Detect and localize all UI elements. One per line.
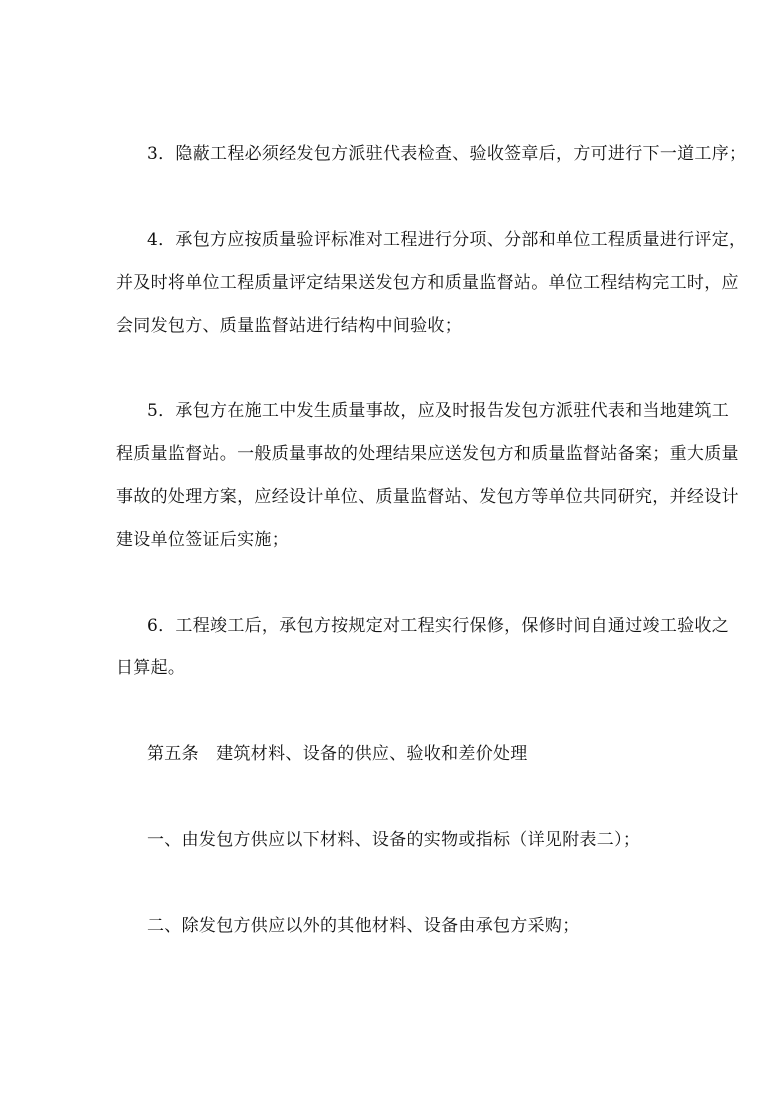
item-4-line-2: 并及时将单位工程质量评定结果送发包方和质量监督站。单位工程结构完工时，应 (116, 273, 739, 293)
item-5-line-3: 事故的处理方案，应经设计单位、质量监督站、发包方等单位共同研究，并经设计 (116, 487, 739, 507)
item-3-line-1: 3．隐蔽工程必须经发包方派驻代表检查、验收签章后，方可进行下一道工序； (147, 144, 747, 164)
item-5-line-4: 建设单位签证后实施； (116, 530, 289, 550)
item-6-line-2: 日算起。 (116, 658, 186, 678)
item-4-line-3: 会同发包方、质量监督站进行结构中间验收； (116, 316, 462, 336)
item-5-line-2: 程质量监督站。一般质量事故的处理结果应送发包方和质量监督站备案；重大质量 (116, 444, 739, 464)
clause-1-line-1: 一、由发包方供应以下材料、设备的实物或指标（详见附表二）； (147, 830, 641, 850)
item-6-line-1: 6．工程竣工后，承包方按规定对工程实行保修，保修时间自通过竣工验收之 (147, 616, 730, 636)
item-4-line-1: 4．承包方应按质量验评标准对工程进行分项、分部和单位工程质量进行评定， (147, 230, 747, 250)
clause-2-line-1: 二、除发包方供应以外的其他材料、设备由承包方采购； (147, 916, 580, 936)
article-5-heading: 第五条 建筑材料、设备的供应、验收和差价处理 (147, 744, 528, 764)
item-5-line-1: 5．承包方在施工中发生质量事故，应及时报告发包方派驻代表和当地建筑工 (147, 401, 730, 421)
